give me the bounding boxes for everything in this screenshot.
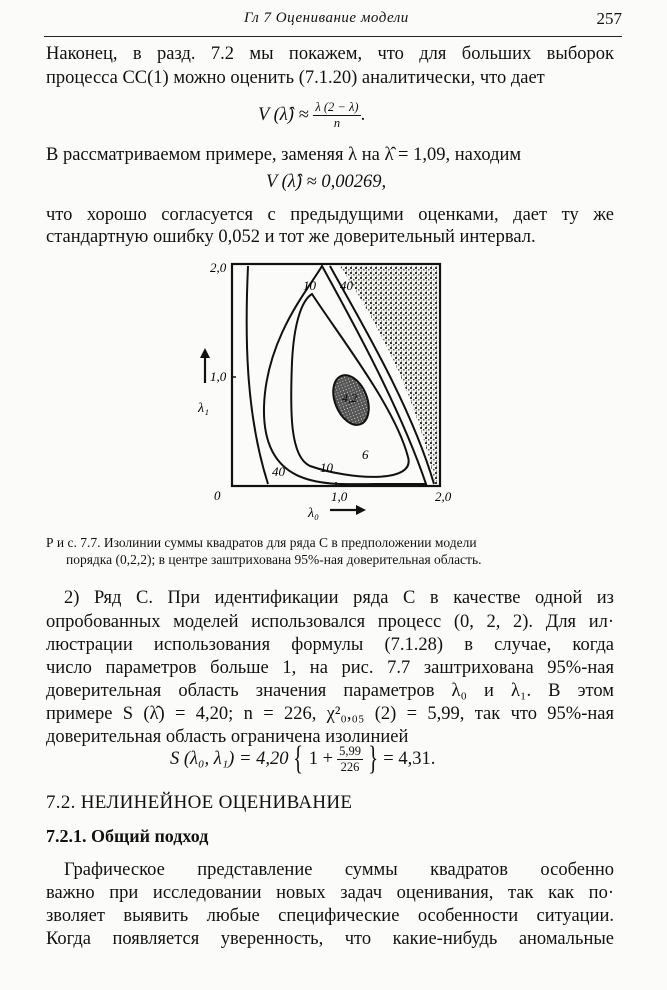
page-number: 257 xyxy=(596,9,622,28)
contour-figure xyxy=(190,252,470,522)
contour-label-6: 6 xyxy=(362,447,369,462)
left-brace: { xyxy=(293,740,304,777)
origin-label: 0 xyxy=(214,488,221,503)
text-line: доверительная область значения параметров λ₀ и λ₁. В этом xyxy=(46,681,614,701)
text-line: что хорошо согласуется с предыдущими оценками, дает ту же xyxy=(46,205,614,225)
text-line: примере S (λ̂) = 4,20; n = 226, χ²₀,₀₅ (2) = 5,99, так что 95%-ная xyxy=(46,704,614,724)
subsection-title: 7.2.1. Общий подход xyxy=(46,826,209,846)
text-line: Графическое представление суммы квадратов особенно xyxy=(64,860,614,880)
formula-variance xyxy=(258,100,365,131)
fraction-denominator: n xyxy=(333,116,341,130)
y-tick-2: 2,0 xyxy=(210,260,227,275)
text-line: Наконец, в разд. 7.2 мы покажем, что для больших выборок xyxy=(46,44,614,64)
text-line: зволяет выявить любые специфические особенности ситуации. xyxy=(46,906,614,926)
fraction-denominator: 226 xyxy=(340,759,360,774)
y-axis-arrow xyxy=(200,348,210,383)
text-line: стандартную ошибку 0,052 и тот же доверительный интервал. xyxy=(46,227,536,247)
x-tick-2: 2,0 xyxy=(435,489,452,504)
fraction-numerator: 5,99 xyxy=(339,743,361,758)
running-head: Гл 7 Оценивание модели xyxy=(244,10,409,26)
contour-label-40-bottom: 40 xyxy=(272,464,285,479)
text-line: люстрации использования формулы (7.1.28) в случае, когда xyxy=(46,635,614,655)
y-tick-1: 1,0 xyxy=(210,369,227,384)
formula-variance-value: V (λ̂) ≈ 0,00269, xyxy=(266,172,387,192)
formula-period: . xyxy=(360,104,366,125)
text-line: доверительная область ограничена изолинией xyxy=(46,727,409,747)
formula-one: 1 + xyxy=(308,748,334,769)
figure-caption-line: Р и с. 7.7. Изолинии суммы квадратов для ряда С в предположении модели xyxy=(46,535,477,550)
contour-label-40-top: 40 xyxy=(340,278,353,293)
y-axis-label: λ₁ xyxy=(198,401,209,416)
right-brace: } xyxy=(368,740,379,777)
contour-label-10-top: 10 xyxy=(303,278,316,293)
formula-lhs: V (λ̂) ≈ xyxy=(258,104,309,125)
text-line: процесса СС(1) можно оценить (7.1.20) аналитически, что дает xyxy=(46,68,545,88)
text-line: Когда появляется уверенность, что какие-нибудь аномальные xyxy=(46,929,614,949)
text-line: В рассматриваемом примере, заменяя λ на λ̂ = 1,09, находим xyxy=(46,145,522,165)
text-line: опробованных моделей использовался процесс (0, 2, 2). Для ил· xyxy=(46,612,614,632)
fraction xyxy=(337,744,363,775)
figure-caption-line: порядка (0,2,2); в центре заштрихована 95%-ная доверительная область. xyxy=(66,552,482,567)
x-axis-label: λ₀ xyxy=(308,506,319,521)
formula-contour-level xyxy=(170,740,435,778)
text-line: важно при исследовании новых задач оценивания, так как по· xyxy=(46,883,614,903)
text-line: 2) Ряд С. При идентификации ряда С в качестве одной из xyxy=(64,588,614,608)
x-axis-arrow xyxy=(330,505,366,515)
fraction-numerator: λ (2 − λ) xyxy=(315,100,359,114)
formula-rhs: = 4,31. xyxy=(383,748,436,769)
contour-label-center: 4,2 xyxy=(342,391,357,405)
page-header xyxy=(44,6,622,37)
section-title: 7.2. НЕЛИНЕЙНОЕ ОЦЕНИВАНИЕ xyxy=(46,792,353,813)
contour-label-10-bottom: 10 xyxy=(320,460,333,475)
x-tick-1: 1,0 xyxy=(331,489,348,504)
fraction xyxy=(313,100,360,131)
text-line: число параметров больше 1, на рис. 7.7 заштрихована 95%-ная xyxy=(46,658,614,678)
contour-40-left xyxy=(247,266,268,484)
formula-lhs: S (λ₀, λ₁) = 4,20 xyxy=(170,748,289,769)
